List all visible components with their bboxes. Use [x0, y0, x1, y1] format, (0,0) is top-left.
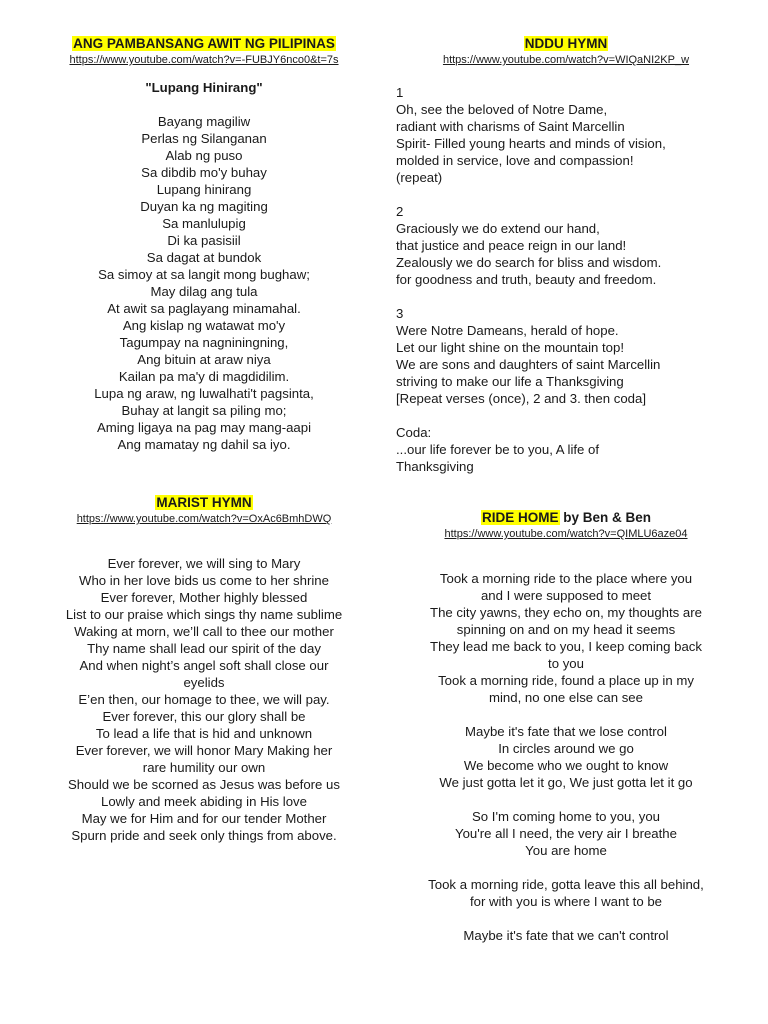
- lyric-line: Took a morning ride, found a place up in my: [438, 673, 694, 688]
- lyric-line: At awit sa paglayang minamahal.: [107, 301, 301, 316]
- lyric-line: [34, 538, 374, 555]
- lyric-line: Who in her love bids us come to her shrine: [79, 573, 329, 588]
- lyric-line: We are sons and daughters of saint Marcellin: [396, 357, 661, 372]
- lyric-line: Thy name shall lead our spirit of the day: [87, 641, 321, 656]
- lyric-line: Took a morning ride to the place where you: [439, 571, 693, 586]
- lyric-line: Ever forever, we will honor Mary Making her: [75, 743, 333, 758]
- lyric-line: mind, no one else can see: [489, 690, 643, 705]
- lyric-line: Alab ng puso: [165, 148, 243, 163]
- title-highlight: RIDE HOME: [481, 510, 559, 525]
- song-subtitle: "Lupang Hinirang": [145, 80, 263, 95]
- lyric-line: 2: [396, 204, 404, 219]
- section-lupang-hinirang: [34, 35, 374, 453]
- lyric-line: Ever forever, this our glory shall be: [102, 709, 306, 724]
- lyric-line: Ang bituin at araw niya: [137, 352, 271, 367]
- lyrics-block: [34, 538, 374, 844]
- lyrics-block: [34, 96, 374, 453]
- youtube-link[interactable]: https://www.youtube.com/watch?v=QIMLU6aze04: [444, 528, 688, 540]
- lyric-line: for goodness and truth, beauty and freedom.: [396, 272, 657, 287]
- lyric-line: spinning on and on my head it seems: [456, 622, 676, 637]
- lyric-line: Kailan pa ma'y di magdidilim.: [118, 369, 290, 384]
- lyric-line: Coda:: [396, 425, 432, 440]
- lyric-line: [396, 67, 736, 84]
- lyric-line: (repeat): [396, 170, 443, 185]
- title-highlight: NDDU HYMN: [524, 36, 608, 51]
- lyrics-block: [396, 553, 736, 944]
- youtube-link[interactable]: https://www.youtube.com/watch?v=OxAc6BmhDWQ: [76, 513, 332, 525]
- lyric-line: Sa dagat at bundok: [146, 250, 262, 265]
- lyric-line: striving to make our life a Thanksgiving: [396, 374, 624, 389]
- lyric-line: They lead me back to you, I keep coming back: [430, 639, 702, 654]
- lyric-line: Buhay at langit sa piling mo;: [121, 403, 287, 418]
- lyric-line: May dilag ang tula: [150, 284, 258, 299]
- lyric-line: to you: [548, 656, 584, 671]
- lyric-line: Graciously we do extend our hand,: [396, 221, 600, 236]
- lyric-line: Perlas ng Silanganan: [141, 131, 267, 146]
- section-ride-home: [396, 509, 736, 944]
- lyric-line: [396, 910, 736, 927]
- section-nddu-hymn: [396, 35, 736, 475]
- lyric-line: May we for Him and for our tender Mother: [81, 811, 327, 826]
- lyric-line: Sa manlulupig: [162, 216, 246, 231]
- title-highlight: ANG PAMBANSANG AWIT NG PILIPINAS: [73, 36, 335, 51]
- lyric-line: radiant with charisms of Saint Marcellin: [396, 119, 625, 134]
- lyric-line: ...our life forever be to you, A life of: [396, 442, 600, 457]
- lyric-line: [34, 96, 374, 113]
- lyric-line: And when night’s angel soft shall close our: [79, 658, 329, 673]
- lyric-line: Spurn pride and seek only things from above.: [71, 828, 337, 843]
- lyric-line: Tagumpay na nagniningning,: [119, 335, 289, 350]
- lyric-line: The city yawns, they echo on, my thoughts are: [430, 605, 702, 620]
- lyric-line: Sa dibdib mo'y buhay: [141, 165, 267, 180]
- lyric-line: [396, 407, 736, 424]
- lyric-line: [396, 706, 736, 723]
- lyric-line: Should we be scorned as Jesus was before us: [68, 777, 340, 792]
- section-title: [34, 494, 374, 511]
- lyric-line: molded in service, love and compassion!: [396, 153, 634, 168]
- title-artist: by Ben & Ben: [559, 510, 652, 525]
- section-title: [34, 35, 374, 52]
- section-title: [396, 509, 736, 526]
- lyric-line: In circles around we go: [498, 741, 634, 756]
- lyric-line: We become who we ought to know: [463, 758, 669, 773]
- lyric-line: List to our praise which sings thy name sublime: [65, 607, 343, 622]
- lyric-line: So I'm coming home to you, you: [472, 809, 660, 824]
- section-marist-hymn: [34, 494, 374, 844]
- lyric-line: [396, 791, 736, 808]
- lyric-line: Were Notre Dameans, herald of hope.: [396, 323, 619, 338]
- youtube-link[interactable]: https://www.youtube.com/watch?v=WIQaNI2KP_w: [442, 54, 690, 66]
- lyric-line: E’en then, our homage to thee, we will pay.: [78, 692, 330, 707]
- lyric-line: Thanksgiving: [396, 459, 474, 474]
- lyric-line: Ang kislap ng watawat mo'y: [122, 318, 286, 333]
- lyric-line: Zealously we do search for bliss and wisdom.: [396, 255, 662, 270]
- lyric-line: Ever forever, we will sing to Mary: [107, 556, 301, 571]
- lyric-line: [396, 859, 736, 876]
- lyric-line: and I were supposed to meet: [480, 588, 652, 603]
- lyric-line: Duyan ka ng magiting: [140, 199, 268, 214]
- lyric-line: Di ka pasisiil: [167, 233, 241, 248]
- lyric-line: You are home: [525, 843, 607, 858]
- lyric-line: Maybe it's fate that we lose control: [465, 724, 667, 739]
- lyric-line: Ever forever, Mother highly blessed: [100, 590, 308, 605]
- lyric-line: Oh, see the beloved of Notre Dame,: [396, 102, 608, 117]
- lyric-line: Let our light shine on the mountain top!: [396, 340, 625, 355]
- lyric-line: eyelids: [183, 675, 225, 690]
- lyric-line: that justice and peace reign in our land!: [396, 238, 627, 253]
- lyric-line: [Repeat verses (once), 2 and 3. then coda]: [396, 391, 646, 406]
- lyric-line: Lowly and meek abiding in His love: [101, 794, 307, 809]
- lyric-line: 1: [396, 85, 404, 100]
- lyric-line: [396, 186, 736, 203]
- lyric-line: Sa simoy at sa langit mong bughaw;: [98, 267, 310, 282]
- lyric-line: [396, 288, 736, 305]
- lyric-line: Maybe it's fate that we can't control: [463, 928, 669, 943]
- lyric-line: Waking at morn, we’ll call to thee our mother: [74, 624, 334, 639]
- lyric-line: You're all I need, the very air I breathe: [455, 826, 677, 841]
- lyric-line: 3: [396, 306, 404, 321]
- lyric-line: Bayang magiliw: [157, 114, 251, 129]
- lyric-line: Spirit- Filled young hearts and minds of vision,: [396, 136, 666, 151]
- youtube-link[interactable]: https://www.youtube.com/watch?v=-FUBJY6nco0&t=7s: [69, 54, 339, 66]
- title-highlight: MARIST HYMN: [156, 495, 252, 510]
- section-title: [396, 35, 736, 52]
- lyric-line: Lupang hinirang: [156, 182, 252, 197]
- lyric-line: Ang mamatay ng dahil sa iyo.: [117, 437, 291, 452]
- lyric-line: [396, 553, 736, 570]
- lyrics-block: [396, 67, 736, 475]
- lyric-line: rare humility our own: [142, 760, 266, 775]
- lyric-line: for with you is where I want to be: [469, 894, 663, 909]
- lyric-line: Aming ligaya na pag may mang-aapi: [96, 420, 312, 435]
- lyric-line: We just gotta let it go, We just gotta let it go: [439, 775, 693, 790]
- lyric-line: Took a morning ride, gotta leave this all behind,: [428, 877, 704, 892]
- lyric-line: Lupa ng araw, ng luwalhati't pagsinta,: [94, 386, 314, 401]
- lyric-line: To lead a life that is hid and unknown: [95, 726, 313, 741]
